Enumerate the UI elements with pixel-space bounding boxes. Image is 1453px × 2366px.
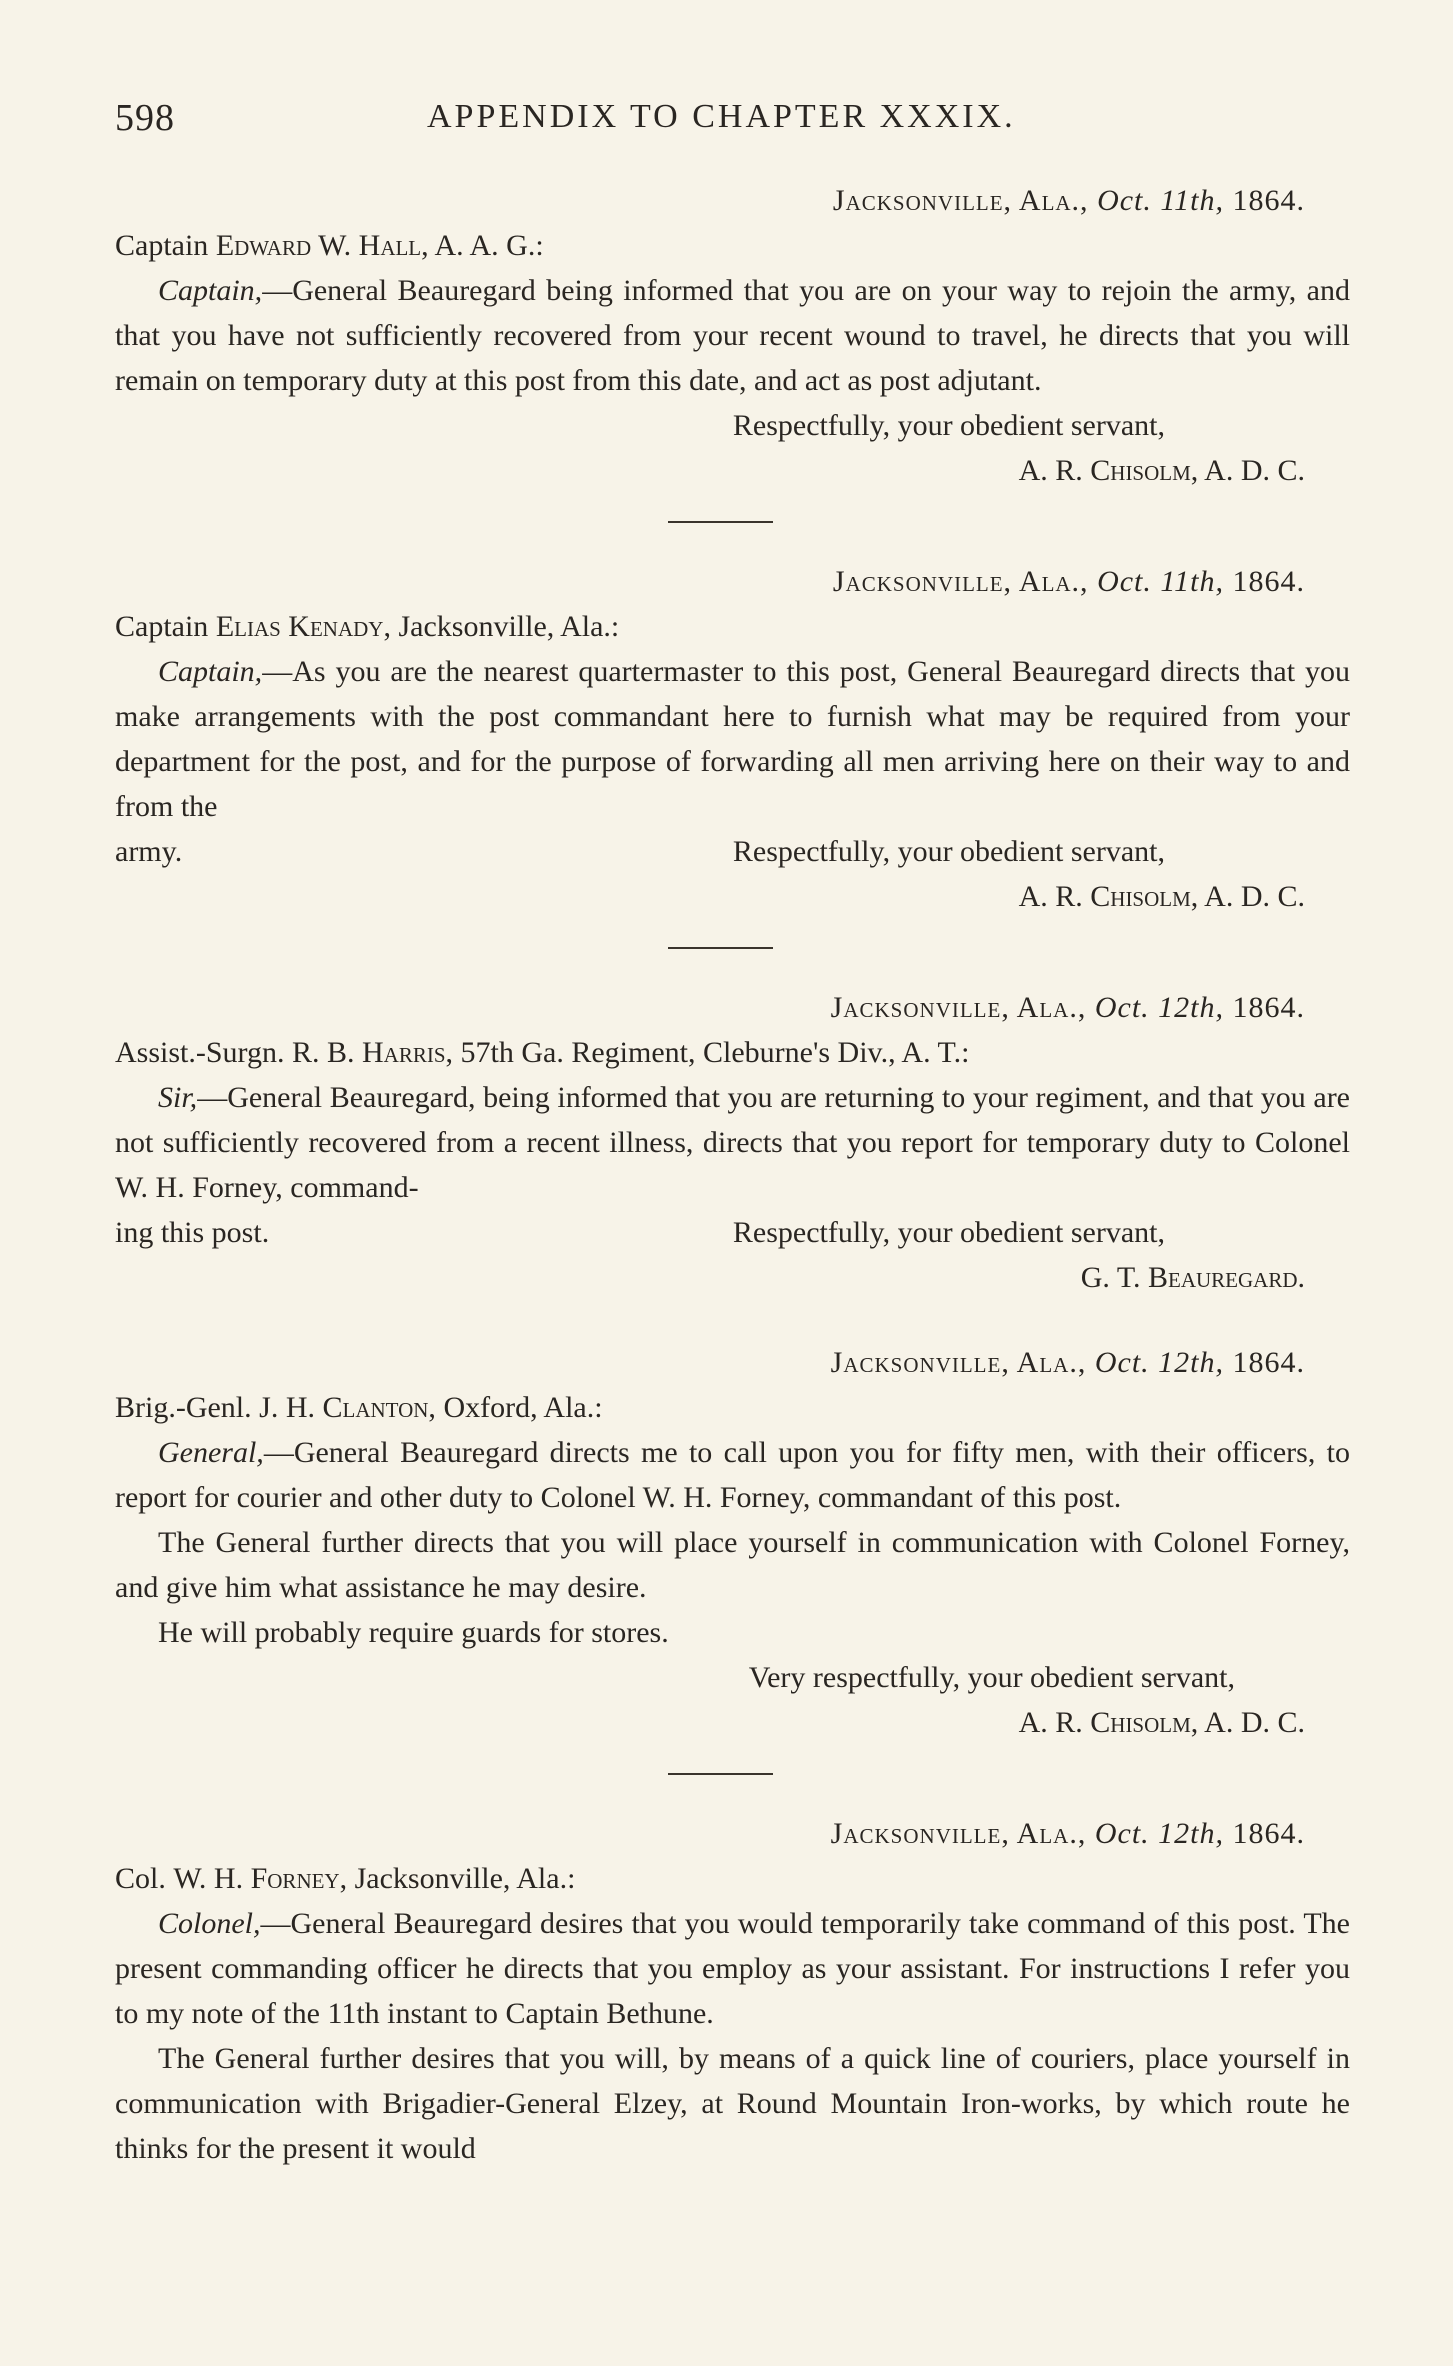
letter-paragraph: The General further desires that you will, by means of a quick line of couriers, place yourself in communication with Brigadier-General Elzey, at Round Mountain Iron-works, by which route he thinks for the present it would xyxy=(115,2042,1350,2165)
body-text: —General Beauregard directs me to call upon you for fifty men, with their officers, to report for courier and other duty to Colonel W. H. Forney, commandant of this post. xyxy=(115,1436,1350,1514)
addressee-name: W. H. Forney, xyxy=(173,1862,348,1895)
letter-3 xyxy=(115,985,1350,1300)
dateline-year: 1864. xyxy=(1232,1817,1305,1850)
dateline-place: Jacksonville, Ala., xyxy=(830,991,1087,1024)
section-divider xyxy=(668,521,773,523)
closing: Very respectfully, your obedient servant, xyxy=(748,1661,1235,1694)
letter-body xyxy=(115,1075,1350,1210)
dateline-place: Jacksonville, Ala., xyxy=(830,1346,1087,1379)
addressee xyxy=(115,1385,1350,1430)
letter-body xyxy=(115,649,1350,829)
dateline-place: Jacksonville, Ala., xyxy=(830,1817,1087,1850)
letter-1 xyxy=(115,178,1350,493)
addressee-suffix: Oxford, Ala.: xyxy=(443,1391,603,1424)
signature-name: A. R. Chisolm, xyxy=(1018,880,1199,913)
addressee-prefix: Assist.-Surgn. xyxy=(115,1036,285,1069)
addressee-name: Elias Kenady, xyxy=(215,610,391,643)
addressee-prefix: Col. xyxy=(115,1862,166,1895)
letter-body xyxy=(115,1901,1350,2036)
addressee-suffix: A. A. G.: xyxy=(434,229,544,262)
addressee-name: Edward W. Hall, xyxy=(215,229,429,262)
signature xyxy=(115,1255,1350,1300)
body-text-last: army. xyxy=(115,835,183,868)
dateline-year: 1864. xyxy=(1232,184,1305,217)
closing-line xyxy=(115,1210,1350,1255)
salutation: General, xyxy=(158,1436,264,1469)
salutation: Captain, xyxy=(158,274,263,307)
addressee-prefix: Brig.-Genl. xyxy=(115,1391,252,1424)
letter-2 xyxy=(115,559,1350,919)
closing: Respectfully, your obedient servant, xyxy=(732,409,1165,442)
salutation: Captain, xyxy=(158,655,263,688)
body-text: —As you are the nearest quartermaster to this post, General Beauregard directs that you make arrangements with the post commandant here to furnish what may be required from your department for the post, and for the purpose of forwarding all men arriving here on their way to and from the xyxy=(115,655,1350,823)
addressee xyxy=(115,604,1350,649)
section-divider xyxy=(668,947,773,949)
salutation: Colonel, xyxy=(158,1907,261,1940)
signature-title: A. D. C. xyxy=(1204,880,1305,913)
letter-5 xyxy=(115,1811,1350,2171)
dateline-year: 1864. xyxy=(1232,1346,1305,1379)
body-text: —General Beauregard being informed that you are on your way to rejoin the army, and that you have not sufficiently recovered from your recent wound to travel, he directs that you will remain on temporary duty at this post from this date, and act as post adjutant. xyxy=(115,274,1350,397)
page-header xyxy=(115,96,1355,156)
addressee xyxy=(115,1030,1350,1075)
addressee xyxy=(115,1856,1350,1901)
addressee-name: J. H. Clanton, xyxy=(259,1391,436,1424)
letter-body xyxy=(115,268,1350,403)
signature-title: A. D. C. xyxy=(1204,454,1305,487)
addressee-suffix: 57th Ga. Regiment, Cleburne's Div., A. T.: xyxy=(460,1036,970,1069)
letter-4 xyxy=(115,1340,1350,1745)
addressee xyxy=(115,223,1350,268)
dateline xyxy=(115,1811,1350,1856)
page-body xyxy=(115,178,1350,2171)
dateline-date: Oct. 11th, xyxy=(1097,565,1224,598)
dateline xyxy=(115,985,1350,1030)
salutation: Sir, xyxy=(158,1081,198,1114)
dateline-date: Oct. 11th, xyxy=(1097,184,1224,217)
signature xyxy=(115,1700,1350,1745)
dateline-year: 1864. xyxy=(1232,991,1305,1024)
page-number: 598 xyxy=(115,97,175,139)
addressee-prefix: Captain xyxy=(115,229,209,262)
signature-name: A. R. Chisolm, xyxy=(1018,454,1199,487)
body-text-last: ing this post. xyxy=(115,1216,270,1249)
signature xyxy=(115,448,1350,493)
body-text: —General Beauregard, being informed that you are returning to your regiment, and that you are not sufficiently recovered from a recent illness, directs that you report for temporary duty to Colonel W. H. Forney, command- xyxy=(115,1081,1350,1204)
closing: Respectfully, your obedient servant, xyxy=(732,835,1165,868)
letter-paragraph: He will probably require guards for stores. xyxy=(158,1616,669,1649)
addressee-name: R. B. Harris, xyxy=(291,1036,454,1069)
body-text: —General Beauregard desires that you would temporarily take command of this post. The present commanding officer he directs that you employ as your assistant. For instructions I refer you to my note of the 11th instant to Captain Bethune. xyxy=(115,1907,1350,2030)
dateline-date: Oct. 12th, xyxy=(1094,1346,1224,1379)
dateline-year: 1864. xyxy=(1232,565,1305,598)
dateline-place: Jacksonville, Ala., xyxy=(832,184,1089,217)
signature-name: G. T. Beauregard. xyxy=(1080,1261,1305,1294)
addressee-prefix: Captain xyxy=(115,610,209,643)
dateline xyxy=(115,559,1350,604)
signature xyxy=(115,874,1350,919)
section-divider xyxy=(668,1773,773,1775)
closing-line xyxy=(115,829,1350,874)
section-gap xyxy=(115,1300,1350,1340)
dateline xyxy=(115,178,1350,223)
dateline xyxy=(115,1340,1350,1385)
dateline-date: Oct. 12th, xyxy=(1094,991,1224,1024)
running-head: APPENDIX TO CHAPTER XXXIX. xyxy=(427,98,1016,135)
closing: Respectfully, your obedient servant, xyxy=(732,1216,1165,1249)
letter-body xyxy=(115,1430,1350,1520)
dateline-place: Jacksonville, Ala., xyxy=(832,565,1089,598)
letter-paragraph: The General further directs that you will place yourself in communication with Colonel Forney, and give him what assistance he may desire. xyxy=(115,1526,1350,1604)
addressee-suffix: Jacksonville, Ala.: xyxy=(354,1862,576,1895)
signature-name: A. R. Chisolm, xyxy=(1018,1706,1199,1739)
signature-title: A. D. C. xyxy=(1204,1706,1305,1739)
addressee-suffix: Jacksonville, Ala.: xyxy=(398,610,620,643)
dateline-date: Oct. 12th, xyxy=(1094,1817,1224,1850)
